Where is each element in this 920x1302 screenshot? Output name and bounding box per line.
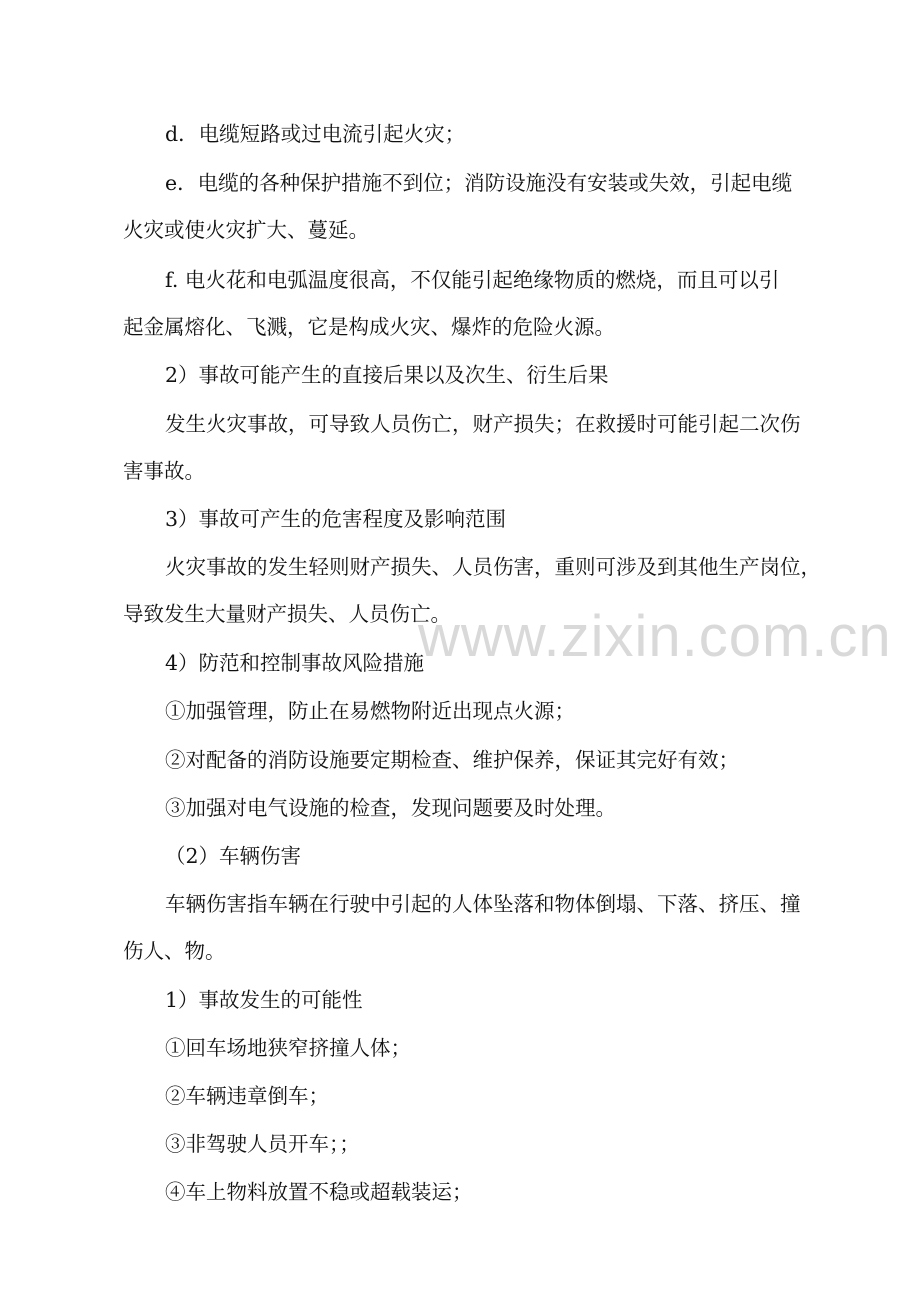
paragraph-14 bbox=[123, 977, 833, 1024]
paragraph-12 bbox=[123, 833, 833, 880]
paragraph-line: ②对配备的消防设施要定期检查、维护保养，保证其完好有效； bbox=[165, 748, 739, 772]
paragraph-line: d．电缆短路或过电流引起火灾； bbox=[165, 122, 466, 146]
paragraph-line: 火灾或使火灾扩大、蔓延。 bbox=[123, 218, 369, 242]
paragraph-line: 起金属熔化、飞溅，它是构成火灾、爆炸的危险火源。 bbox=[123, 315, 615, 339]
paragraph-1 bbox=[123, 111, 833, 158]
paragraph-line: ④车上物料放置不稳或超载装运； bbox=[165, 1180, 473, 1204]
paragraph-2 bbox=[123, 160, 833, 254]
paragraph-line: ②车辆违章倒车； bbox=[165, 1084, 329, 1108]
paragraph-3 bbox=[123, 257, 833, 351]
paragraph-line: 4）防范和控制事故风险措施 bbox=[165, 651, 425, 675]
paragraph-5 bbox=[123, 401, 833, 495]
paragraph-line: ①加强管理，防止在易燃物附近出现点火源； bbox=[165, 699, 575, 723]
paragraph-9 bbox=[123, 688, 833, 735]
paragraph-line: 伤人、物。 bbox=[123, 939, 226, 963]
paragraph-line: ③加强对电气设施的检查，发现问题要及时处理。 bbox=[165, 796, 616, 820]
paragraph-line: 车辆伤害指车辆在行驶中引起的人体坠落和物体倒塌、下落、挤压、撞 bbox=[165, 892, 801, 916]
paragraph-8 bbox=[123, 640, 833, 687]
paragraph-13 bbox=[123, 881, 833, 975]
paragraph-line: ③非驾驶人员开车；； bbox=[165, 1132, 360, 1156]
paragraph-16 bbox=[123, 1073, 833, 1120]
paragraph-18 bbox=[123, 1169, 833, 1216]
section-heading: （2）车辆伤害 bbox=[165, 844, 302, 868]
paragraph-line: 导致发生大量财产损失、人员伤亡。 bbox=[123, 602, 451, 626]
paragraph-10 bbox=[123, 737, 833, 784]
paragraph-7 bbox=[123, 544, 833, 638]
paragraph-line: 害事故。 bbox=[123, 459, 205, 483]
paragraph-line: f. 电火花和电弧温度很高，不仅能引起绝缘物质的燃烧，而且可以引 bbox=[165, 268, 780, 292]
paragraph-line: e．电缆的各种保护措施不到位；消防设施没有安装或失效，引起电缆 bbox=[165, 171, 793, 195]
paragraph-11 bbox=[123, 785, 833, 832]
paragraph-line: ①回车场地狭窄挤撞人体； bbox=[165, 1036, 411, 1060]
paragraph-4 bbox=[123, 352, 833, 399]
paragraph-line: 1）事故发生的可能性 bbox=[165, 988, 363, 1012]
watermark: www.zixin.com.cn bbox=[418, 604, 892, 669]
paragraph-line: 火灾事故的发生轻则财产损失、人员伤害，重则可涉及到其他生产岗位， bbox=[165, 555, 821, 579]
paragraph-6 bbox=[123, 496, 833, 543]
paragraph-17 bbox=[123, 1121, 833, 1168]
paragraph-15 bbox=[123, 1025, 833, 1072]
paragraph-line: 2）事故可能产生的直接后果以及次生、衍生后果 bbox=[165, 363, 609, 387]
paragraph-line: 发生火灾事故，可导致人员伤亡，财产损失；在救援时可能引起二次伤 bbox=[165, 412, 801, 436]
paragraph-line: 3）事故可产生的危害程度及影响范围 bbox=[165, 507, 507, 531]
